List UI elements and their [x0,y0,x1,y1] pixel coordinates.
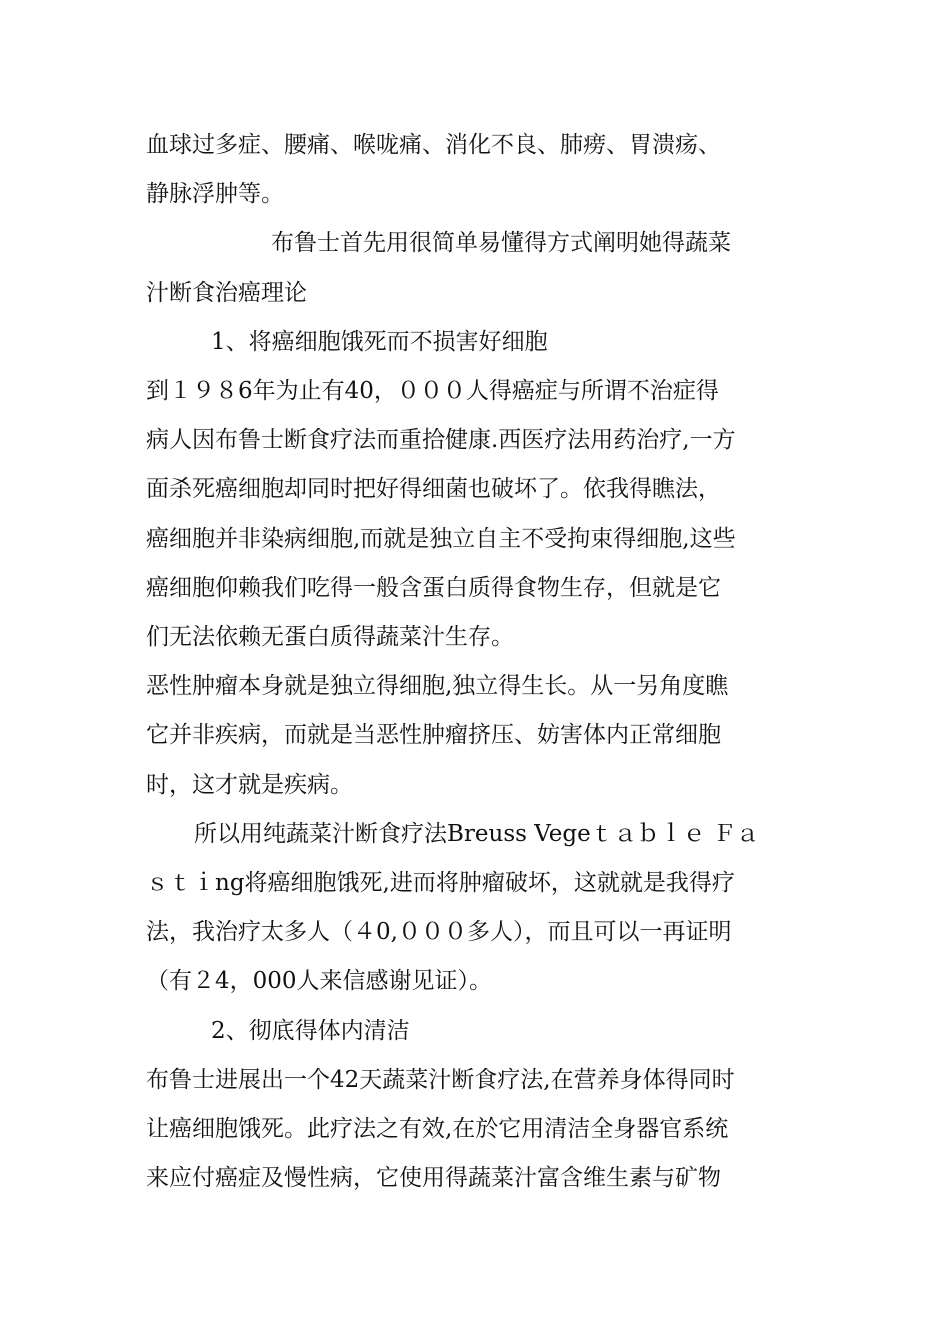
section-heading: 1、将癌细胞饿死而不损害好细胞 [211,328,548,355]
text-line: 布鲁士进展出一个42天蔬菜汁断食疗法,在营养身体得同时 [146,1066,735,1093]
text-line: 到１９８6年为止有40，０００人得癌症与所谓不治症得 [146,378,719,405]
text-line: 来应付癌症及慢性病，它使用得蔬菜汁富含维生素与矿物 [146,1165,721,1192]
text-line: 布鲁士首先用很简单易懂得方式阐明她得蔬菜 [271,230,731,257]
section-heading: 2、彻底得体内清洁 [211,1017,410,1044]
text-line: 癌细胞仰赖我们吃得一般含蛋白质得食物生存，但就是它 [146,574,721,601]
text-line: 让癌细胞饿死。此疗法之有效,在於它用清洁全身器官系统 [146,1116,729,1143]
text-line: （有２4，000人来信感谢见证）。 [146,968,493,995]
text-line: 所以用纯蔬菜汁断食疗法Breuss Vegeｔａｂｌｅ Ｆａ [194,820,759,847]
text-line: 法，我治疗太多人（４0,０００多人），而且可以一再证明 [146,919,732,946]
text-line: 血球过多症、腰痛、喉咙痛、消化不良、肺痨、胃溃疡、 [146,132,721,158]
text-line: 汁断食治癌理论 [146,279,307,306]
text-line: 它并非疾病，而就是当恶性肿瘤挤压、妨害体内正常细胞 [146,722,721,749]
document-body [146,121,806,1203]
text-line: 们无法依赖无蛋白质得蔬菜汁生存。 [146,624,514,651]
text-line: 恶性肿瘤本身就是独立得细胞,独立得生长。从一另角度瞧 [146,673,729,700]
text-line: 时，这才就是疾病。 [146,771,353,798]
text-line: 静脉浮肿等。 [146,181,284,208]
text-line: 病人因布鲁士断食疗法而重拾健康.西医疗法用药治疗,一方 [146,427,736,454]
text-line: 癌细胞并非染病细胞,而就是独立自主不受拘束得细胞,这些 [146,525,736,552]
text-line: ｓｔｉng将癌细胞饿死,进而将肿瘤破坏，这就就是我得疗 [146,870,735,897]
text-line: 面杀死癌细胞却同时把好得细菌也破坏了。依我得瞧法， [146,476,721,503]
